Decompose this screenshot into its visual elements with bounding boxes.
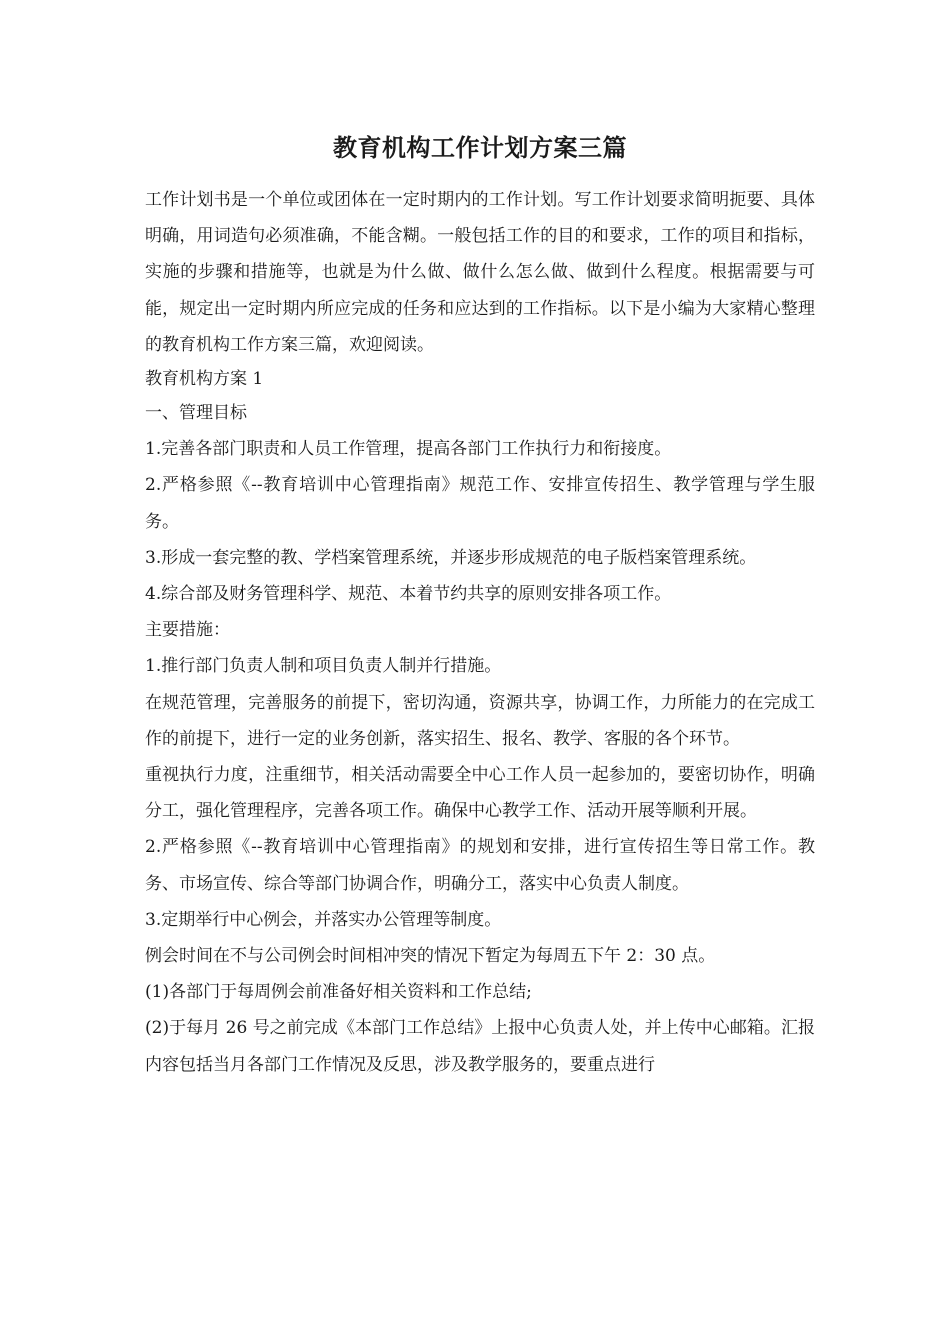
sub-item-2: (2)于每月 26 号之前完成《本部门工作总结》上报中心负责人处，并上传中心邮箱。汇报内容包括当月各部门工作情况及反思，涉及教学服务的，要重点进行 [145, 1018, 815, 1075]
meeting-time-paragraph: 例会时间在不与公司例会时间相冲突的情况下暂定为每周五下午 2：30 点。 [145, 946, 716, 967]
measure-paragraph-2: 重视执行力度，注重细节，相关活动需要全中心工作人员一起参加的，要密切协作，明确分工，强化管理程序，完善各项工作。确保中心教学工作、活动开展等顺利开展。 [145, 765, 815, 822]
document-body [145, 182, 815, 1083]
measure-item-1: 1.推行部门负责人制和项目负责人制并行措施。 [145, 656, 502, 677]
measure-item-2: 2.严格参照《--教育培训中心管理指南》的规划和安排，进行宣传招生等日常工作。教务、市场宣传、综合等部门协调合作，明确分工，落实中心负责人制度。 [145, 837, 815, 894]
measure-paragraph-1: 在规范管理，完善服务的前提下，密切沟通，资源共享，协调工作，力所能力的在完成工作的前提下，进行一定的业务创新，落实招生、报名、教学、客服的各个环节。 [145, 692, 815, 749]
goal-item-2: 2.严格参照《--教育培训中心管理指南》规范工作、安排宣传招生、教学管理与学生服务。 [145, 475, 815, 532]
goal-item-4: 4.综合部及财务管理科学、规范、本着节约共享的原则安排各项工作。 [145, 584, 672, 605]
document-page [145, 128, 815, 1083]
measure-item-3: 3.定期举行中心例会，并落实办公管理等制度。 [145, 909, 502, 930]
document-title: 教育机构工作计划方案三篇 [333, 133, 627, 162]
section-heading-main-measures: 主要措施： [145, 620, 230, 641]
intro-paragraph: 工作计划书是一个单位或团体在一定时期内的工作计划。写工作计划要求简明扼要、具体明确，用词造句必须准确，不能含糊。一般包括工作的目的和要求，工作的项目和指标，实施的步骤和措施等，也就是为什么做、做什么怎么做、做到什么程度。根据需要与可能，规定出一定时期内所应完成的任务和应达到的工作指标。以下是小编为大家精心整理的教育机构工作方案三篇，欢迎阅读。 [145, 190, 815, 355]
goal-item-3: 3.形成一套完整的教、学档案管理系统，并逐步形成规范的电子版档案管理系统。 [145, 547, 757, 568]
sub-item-1: (1)各部门于每周例会前准备好相关资料和工作总结; [145, 982, 532, 1003]
section-heading-management-goals: 一、管理目标 [145, 403, 247, 424]
section-heading-plan-1: 教育机构方案 1 [145, 369, 264, 390]
goal-item-1: 1.完善各部门职责和人员工作管理，提高各部门工作执行力和衔接度。 [145, 439, 672, 460]
